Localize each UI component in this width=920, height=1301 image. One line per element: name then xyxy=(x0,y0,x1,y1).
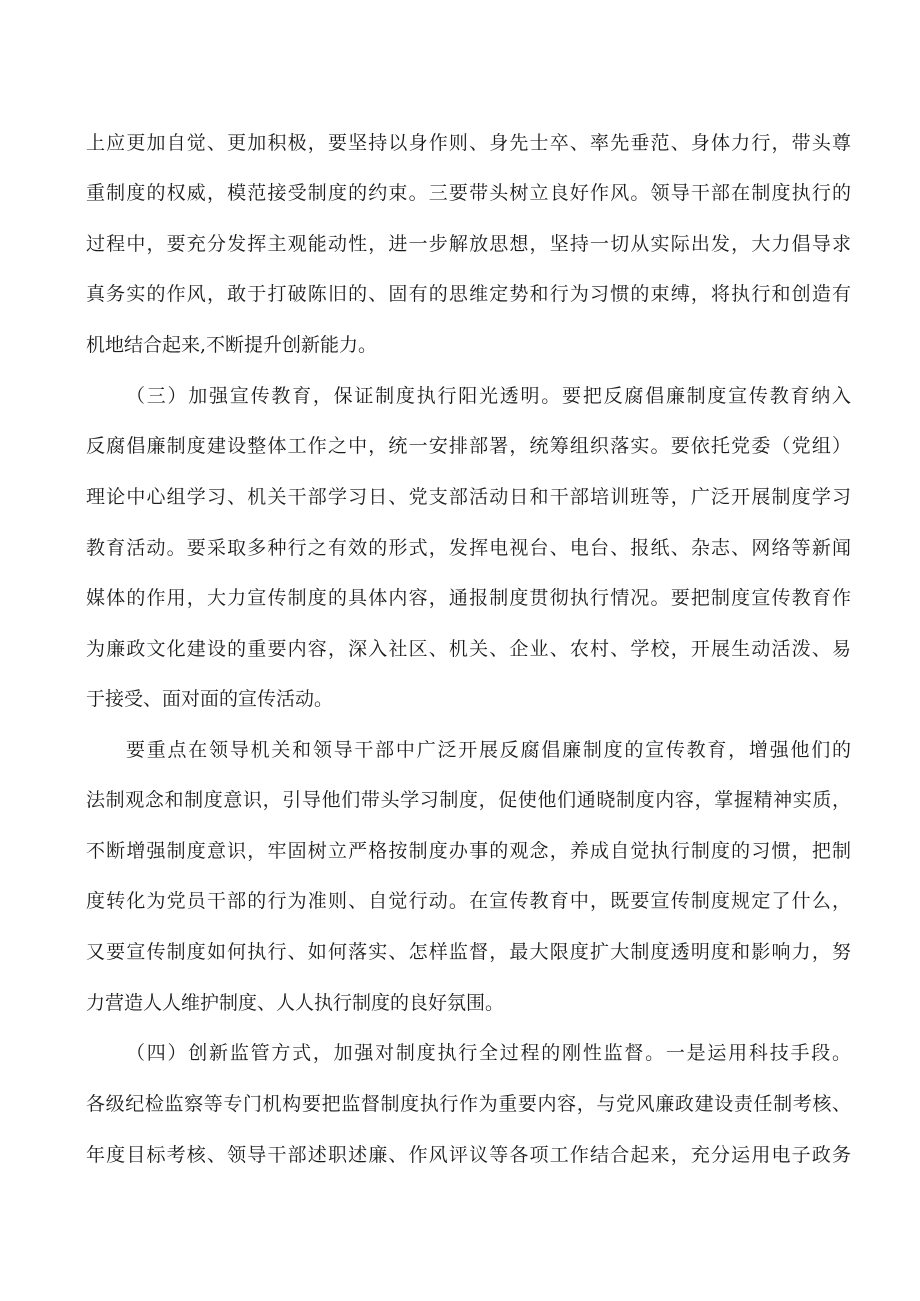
text-line: 重制度的权威，模范接受制度的约束。三要带头树立良好作风。领导干部在制度执行的 xyxy=(86,182,851,204)
text-line: 媒体的作用，大力宣传制度的具体内容，通报制度贯彻执行情况。要把制度宣传教育作 xyxy=(86,587,851,609)
text-line: 力营造人人维护制度、人人执行制度的良好氛围。 xyxy=(86,992,505,1014)
text-line: 于接受、面对面的宣传活动。 xyxy=(86,688,334,710)
text-line: 真务实的作风，敢于打破陈旧的、固有的思维定势和行为习惯的束缚，将执行和创造有 xyxy=(86,283,851,305)
text-line: （四）创新监管方式，加强对制度执行全过程的刚性监督。一是运用科技手段。 xyxy=(126,1042,851,1064)
text-line: 为廉政文化建设的重要内容，深入社区、机关、企业、农村、学校，开展生动活泼、易 xyxy=(86,638,851,660)
text-line: （三）加强宣传教育，保证制度执行阳光透明。要把反腐倡廉制度宣传教育纳入 xyxy=(126,385,851,407)
text-line: 不断增强制度意识，牢固树立严格按制度办事的观念，养成自觉执行制度的习惯，把制 xyxy=(86,840,851,862)
text-line: 度转化为党员干部的行为准则、自觉行动。在宣传教育中，既要宣传制度规定了什么， xyxy=(86,890,851,912)
text-line: 教育活动。要采取多种行之有效的形式，发挥电视台、电台、报纸、杂志、网络等新闻 xyxy=(86,537,851,559)
text-line: 过程中，要充分发挥主观能动性，进一步解放思想，坚持一切从实际出发，大力倡导求 xyxy=(86,233,851,255)
text-line: 又要宣传制度如何执行、如何落实、怎样监督，最大限度扩大制度透明度和影响力，努 xyxy=(86,941,851,963)
text-line: 反腐倡廉制度建设整体工作之中，统一安排部署，统筹组织落实。要依托党委（党组） xyxy=(86,435,851,457)
text-line: 各级纪检监察等专门机构要把监督制度执行作为重要内容，与党风廉政建设责任制考核、 xyxy=(86,1093,851,1115)
text-line: 理论中心组学习、机关干部学习日、党支部活动日和干部培训班等，广泛开展制度学习 xyxy=(86,486,851,508)
text-line: 法制观念和制度意识，引导他们带头学习制度，促使他们通晓制度内容，掌握精神实质， xyxy=(86,789,851,811)
text-line: 要重点在领导机关和领导干部中广泛开展反腐倡廉制度的宣传教育，增强他们的 xyxy=(126,739,851,761)
text-line: 上应更加自觉、更加积极，要坚持以身作则、身先士卒、率先垂范、身体力行，带头尊 xyxy=(86,132,851,154)
text-line: 年度目标考核、领导干部述职述廉、作风评议等各项工作结合起来，充分运用电子政务 xyxy=(86,1144,851,1166)
text-line: 机地结合起来,不断提升创新能力。 xyxy=(86,334,378,356)
